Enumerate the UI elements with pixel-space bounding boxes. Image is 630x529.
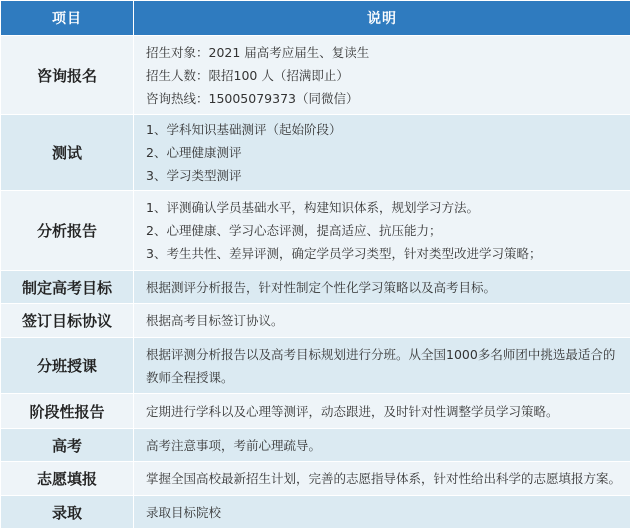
row-description [134, 191, 630, 271]
table-row [1, 271, 630, 304]
description-line: 1、评测确认学员基础水平，构建知识体系，规划学习方法。 [146, 196, 624, 219]
row-description [134, 304, 630, 338]
description-line: 招生人数：限招100 人（招满即止） [146, 64, 624, 87]
row-item: 制定高考目标 [1, 271, 134, 304]
description-line: 3、考生共性、差异评测，确定学员学习类型，针对类型改进学习策略； [146, 242, 624, 265]
row-description [134, 496, 630, 529]
table-row [1, 462, 630, 496]
row-description [134, 271, 630, 304]
row-description [134, 429, 630, 462]
row-item: 高考 [1, 429, 134, 462]
description-line: 3、学习类型测评 [146, 164, 624, 187]
row-description [134, 338, 630, 394]
description-line: 定期进行学科以及心理等测评，动态跟进，及时针对性调整学员学习策略。 [146, 400, 624, 423]
row-item: 分析报告 [1, 191, 134, 271]
description-line: 2、心理健康测评 [146, 141, 624, 164]
row-item: 录取 [1, 496, 134, 529]
row-description [134, 115, 630, 191]
row-item: 志愿填报 [1, 462, 134, 496]
description-line: 录取目标院校 [146, 501, 624, 524]
description-line: 咨询热线：15005079373（同微信） [146, 87, 624, 110]
table-row [1, 36, 630, 115]
row-item: 签订目标协议 [1, 304, 134, 338]
description-line: 1、学科知识基础测评（起始阶段） [146, 118, 624, 141]
table-row [1, 429, 630, 462]
table-row [1, 496, 630, 529]
table-row [1, 304, 630, 338]
table-row [1, 394, 630, 429]
row-item: 阶段性报告 [1, 394, 134, 429]
row-description [134, 36, 630, 115]
description-line: 招生对象：2021 届高考应届生、复读生 [146, 41, 624, 64]
description-line: 根据高考目标签订协议。 [146, 309, 624, 332]
description-line: 掌握全国高校最新招生计划，完善的志愿指导体系，针对性给出科学的志愿填报方案。 [146, 467, 624, 490]
description-line: 2、心理健康、学习心态评测，提高适应、抗压能力； [146, 219, 624, 242]
row-description [134, 394, 630, 429]
description-line: 根据评测分析报告以及高考目标规划进行分班。从全国1000多名师团中挑选最适合的教师全程授课。 [146, 343, 624, 389]
row-description [134, 462, 630, 496]
row-item: 分班授课 [1, 338, 134, 394]
table-row [1, 115, 630, 191]
table-header-row [1, 1, 630, 36]
header-item: 项目 [1, 1, 134, 36]
table-row [1, 191, 630, 271]
description-line: 根据测评分析报告，针对性制定个性化学习策略以及高考目标。 [146, 276, 624, 299]
table-row [1, 338, 630, 394]
row-item: 测试 [1, 115, 134, 191]
row-item: 咨询报名 [1, 36, 134, 115]
description-line: 高考注意事项，考前心理疏导。 [146, 434, 624, 457]
header-description: 说明 [134, 1, 630, 36]
